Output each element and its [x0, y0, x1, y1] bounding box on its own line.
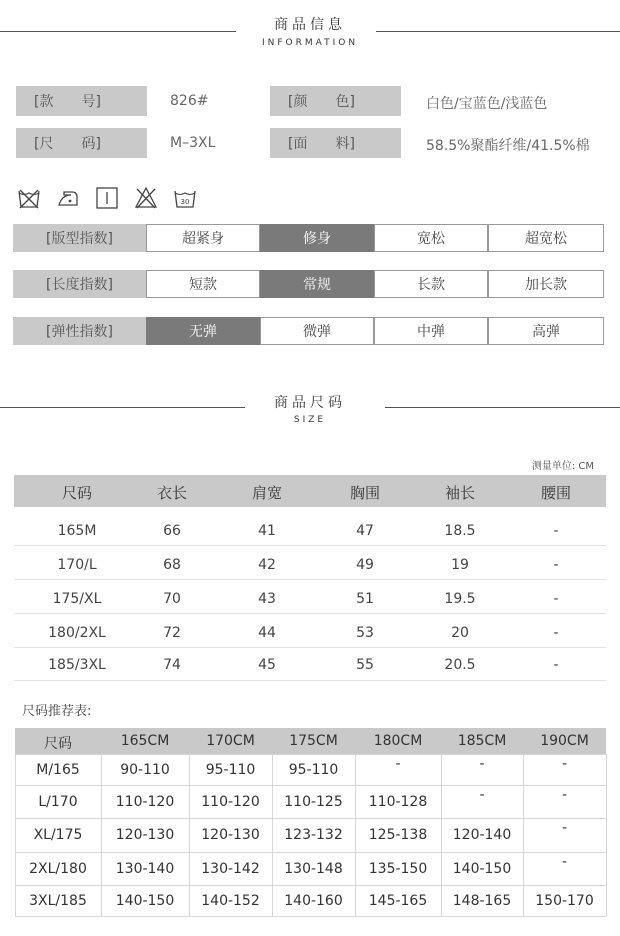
stretch-option-medium: 中弹 — [374, 317, 488, 345]
recommend-cell: - — [561, 787, 568, 803]
recommend-cell: 130-140 — [115, 860, 175, 877]
size-cell: 41 — [258, 523, 276, 539]
size-title: 商品尺码 — [274, 395, 346, 411]
length-option-extra-long: 加长款 — [488, 270, 604, 298]
recommend-grid-line — [15, 818, 606, 819]
size-cell: 45 — [258, 657, 276, 673]
size-cell: - — [553, 657, 559, 673]
recommend-cell: 148-165 — [452, 892, 512, 909]
recommend-grid-line — [15, 885, 606, 886]
size-cell: 175/XL — [52, 591, 102, 607]
recommend-cell: - — [479, 787, 485, 803]
size-row-divider — [14, 545, 606, 546]
color-value: 白色/宝蓝色/浅蓝色 — [426, 96, 548, 112]
fit-option-super-loose: 超宽松 — [488, 224, 604, 252]
size-cell: - — [553, 625, 559, 641]
recommend-grid-line — [15, 916, 606, 917]
size-range-value: M–3XL — [170, 135, 216, 151]
size-cell: 55 — [356, 657, 374, 673]
size-cell: 51 — [356, 591, 374, 607]
recommend-cell: 95-110 — [205, 761, 256, 778]
recommend-grid-line — [606, 754, 607, 916]
recommend-cell: - — [395, 756, 401, 772]
recommend-header-cell: 170CM — [206, 733, 255, 749]
recommend-cell: 110-128 — [368, 793, 428, 810]
recommend-cell: 120-130 — [115, 827, 175, 843]
recommend-header-cell: 175CM — [289, 733, 338, 749]
size-cell: 44 — [258, 625, 276, 641]
size-cell: - — [553, 557, 559, 573]
recommend-cell: 130-148 — [284, 860, 343, 877]
size-header-cell: 尺码 — [61, 484, 92, 502]
recommend-grid-line — [15, 754, 606, 755]
size-cell: 20.5 — [444, 657, 476, 673]
fit-option-loose: 宽松 — [374, 224, 488, 252]
size-row-divider — [14, 647, 606, 648]
size-cell: 18.5 — [444, 523, 476, 539]
recommend-cell: 130-142 — [201, 860, 260, 877]
size-cell: 20 — [451, 625, 469, 641]
fit-index-label: [版型指数] — [13, 224, 146, 252]
recommend-title: 尺码推荐表: — [22, 704, 92, 719]
size-header-cell: 胸围 — [349, 484, 380, 502]
recommend-cell: 110-120 — [201, 793, 260, 810]
size-header-cell: 肩宽 — [251, 484, 282, 502]
size-cell: 43 — [258, 591, 276, 607]
info-subtitle: INFORMATION — [261, 38, 359, 48]
recommend-cell: 123-132 — [284, 827, 343, 843]
size-cell: 165M — [57, 523, 97, 539]
recommend-header-cell: 尺码 — [44, 736, 72, 752]
size-row-divider — [14, 680, 606, 681]
recommend-cell: - — [561, 854, 568, 870]
recommend-cell: M/165 — [36, 761, 80, 778]
size-cell: 72 — [163, 625, 181, 641]
recommend-cell: 140-152 — [201, 892, 260, 909]
size-cell: 19 — [451, 557, 469, 573]
recommend-grid-line — [15, 785, 606, 786]
recommend-header-cell: 190CM — [540, 733, 589, 749]
size-cell: 70 — [163, 591, 181, 607]
recommend-header-cell: 185CM — [457, 733, 507, 749]
no-wash-icon — [17, 186, 41, 210]
wash-temp-label: 30 — [180, 198, 190, 206]
recommend-cell: L/170 — [38, 793, 78, 810]
size-row-divider — [14, 579, 606, 580]
stretch-option-none: 无弹 — [146, 317, 260, 345]
size-cell: 53 — [356, 625, 374, 641]
size-cell: 49 — [356, 557, 374, 573]
recommend-cell: 120-130 — [201, 827, 260, 843]
style-no-value: 826# — [170, 93, 209, 109]
stretch-index-label: [弹性指数] — [13, 317, 146, 345]
recommend-cell: 90-110 — [120, 761, 170, 778]
recommend-cell: - — [561, 756, 568, 772]
recommend-cell: - — [479, 756, 485, 772]
recommend-cell: 110-120 — [115, 793, 175, 810]
size-header-cell: 衣长 — [156, 484, 187, 502]
size-cell: 19.5 — [444, 591, 476, 607]
recommend-header-cell: 180CM — [373, 733, 423, 749]
recommend-cell: 120-140 — [452, 827, 512, 843]
recommend-cell: XL/175 — [33, 827, 83, 843]
recommend-cell: 95-110 — [288, 761, 339, 778]
recommend-cell: 125-138 — [368, 827, 428, 843]
size-subtitle: SIZE — [293, 415, 327, 425]
size-cell: - — [553, 523, 559, 539]
info-title: 商品信息 — [274, 17, 346, 33]
recommend-cell: 150-170 — [535, 892, 594, 909]
fabric-label: [面 料] — [270, 128, 401, 158]
unit-note: 测量单位: CM — [531, 461, 594, 472]
no-bleach-icon — [134, 186, 158, 210]
stretch-option-high: 高弹 — [488, 317, 604, 345]
size-range-label: [尺 码] — [16, 128, 147, 158]
size-cell: 170/L — [57, 557, 97, 573]
fit-option-slim: 修身 — [260, 224, 374, 252]
size-cell: 185/3XL — [48, 657, 106, 673]
size-cell: 74 — [163, 657, 181, 673]
size-cell: 47 — [356, 523, 374, 539]
recommend-cell: 135-150 — [368, 860, 428, 877]
size-header-cell: 腰围 — [540, 484, 571, 502]
recommend-cell: 3XL/185 — [29, 892, 87, 909]
length-index-label: [长度指数] — [13, 270, 146, 298]
recommend-cell: 140-150 — [452, 860, 512, 877]
size-row-divider — [14, 613, 606, 614]
iron-icon — [56, 186, 80, 210]
size-cell: 68 — [163, 557, 181, 573]
recommend-cell: 110-125 — [284, 793, 343, 810]
size-cell: 42 — [258, 557, 276, 573]
recommend-cell: 140-150 — [115, 892, 175, 909]
length-option-regular: 常规 — [260, 270, 374, 298]
fit-option-super-slim: 超紧身 — [146, 224, 260, 252]
style-no-label: [款 号] — [16, 86, 147, 116]
size-header-cell: 袖长 — [444, 484, 475, 502]
recommend-cell: 2XL/180 — [29, 860, 87, 877]
stretch-option-slight: 微弹 — [260, 317, 374, 345]
recommend-cell: 145-165 — [368, 892, 428, 909]
recommend-cell: - — [561, 820, 568, 836]
size-cell: - — [553, 591, 559, 607]
recommend-cell: 140-160 — [284, 892, 343, 909]
wash-30-icon — [173, 186, 197, 210]
recommend-header-cell: 165CM — [120, 733, 170, 749]
recommend-grid-line — [15, 852, 606, 853]
size-cell: 66 — [163, 523, 181, 539]
fabric-value: 58.5%聚酯纤维/41.5%棉 — [426, 138, 590, 154]
length-option-long: 长款 — [374, 270, 488, 298]
color-label: [颜 色] — [270, 86, 401, 116]
size-cell: 180/2XL — [48, 625, 106, 641]
length-option-short: 短款 — [146, 270, 260, 298]
tumble-dry-icon — [95, 186, 119, 210]
